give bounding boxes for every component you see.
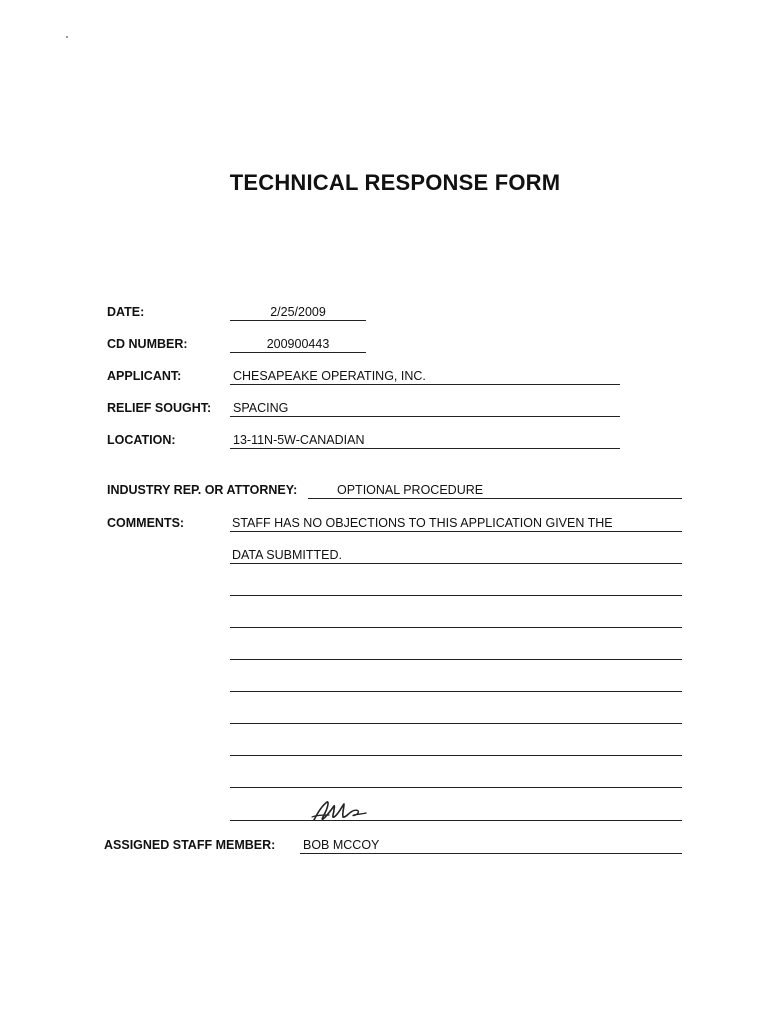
assigned-staff-label: ASSIGNED STAFF MEMBER: (104, 838, 276, 852)
relief-sought-value: SPACING (233, 401, 289, 415)
location-label: LOCATION: (107, 433, 176, 447)
relief-sought-label: RELIEF SOUGHT: (107, 401, 212, 415)
date-label: DATE: (107, 305, 145, 319)
relief-sought-underline (230, 416, 620, 417)
date-value: 2/25/2009 (270, 305, 326, 319)
handwritten-initials-signature (308, 796, 378, 828)
comments-underline-1 (230, 531, 682, 532)
comments-blank-line (230, 787, 682, 788)
industry-rep-value: OPTIONAL PROCEDURE (337, 483, 484, 497)
scan-speck (66, 36, 68, 38)
comments-blank-line (230, 723, 682, 724)
comments-underline-2 (230, 563, 682, 564)
form-title: TECHNICAL RESPONSE FORM (229, 170, 561, 195)
comments-blank-line (230, 659, 682, 660)
comments-line-1: STAFF HAS NO OBJECTIONS TO THIS APPLICATION GIVEN THE (232, 516, 613, 530)
cd-number-value: 200900443 (266, 337, 330, 351)
applicant-label: APPLICANT: (107, 369, 182, 383)
comments-label: COMMENTS: (107, 516, 185, 530)
assigned-staff-underline (300, 853, 682, 854)
comments-blank-line (230, 595, 682, 596)
signature-line (230, 820, 682, 821)
applicant-value: CHESAPEAKE OPERATING, INC. (233, 369, 426, 383)
comments-blank-line (230, 691, 682, 692)
assigned-staff-value: BOB MCCOY (303, 838, 380, 852)
cd-number-underline (230, 352, 366, 353)
date-underline (230, 320, 366, 321)
cd-number-label: CD NUMBER: (107, 337, 188, 351)
location-value: 13-11N-5W-CANADIAN (233, 433, 365, 447)
location-underline (230, 448, 620, 449)
industry-rep-label: INDUSTRY REP. OR ATTORNEY: (107, 483, 298, 497)
comments-blank-line (230, 755, 682, 756)
industry-rep-underline (308, 498, 682, 499)
comments-line-2: DATA SUBMITTED. (232, 548, 342, 562)
comments-blank-line (230, 627, 682, 628)
applicant-underline (230, 384, 620, 385)
